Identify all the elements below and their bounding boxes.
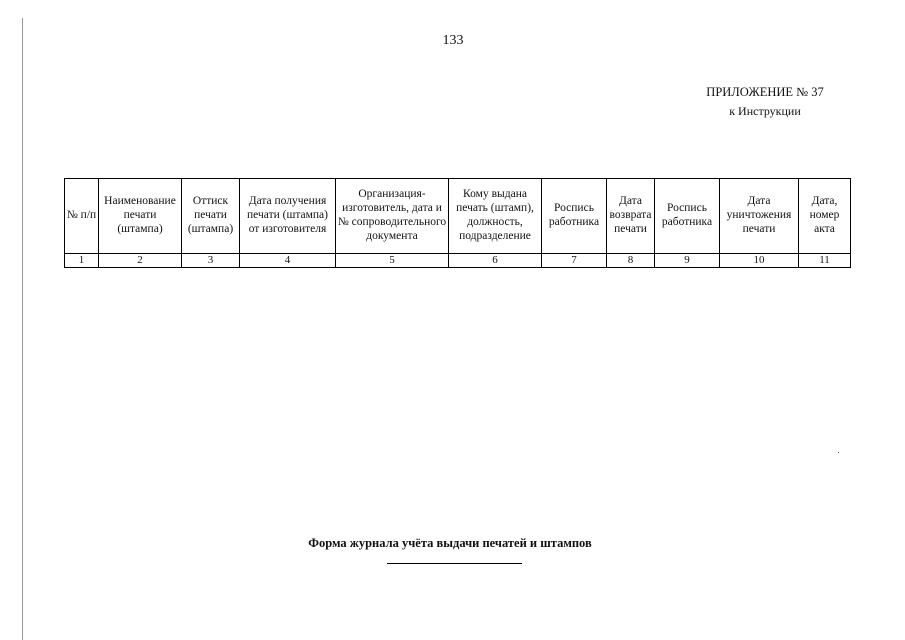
- col-header-employee-signature: Роспись работника: [542, 179, 607, 254]
- col-header-received-date: Дата получения печати (штампа) от изготовителя: [240, 179, 336, 254]
- column-number-cell: 3: [182, 254, 240, 268]
- column-number-cell: 2: [99, 254, 182, 268]
- col-header-employee-signature-2: Роспись работника: [655, 179, 720, 254]
- page-left-edge: [22, 18, 23, 640]
- table-row: [65, 254, 851, 268]
- column-number-cell: 9: [655, 254, 720, 268]
- col-header-return-date: Дата возврата печати: [607, 179, 655, 254]
- table-header-row: [65, 179, 851, 254]
- column-number-cell: 8: [607, 254, 655, 268]
- col-header-stamp-imprint: Оттиск печати (штампа): [182, 179, 240, 254]
- col-header-act-date-number: Дата, номер акта: [799, 179, 851, 254]
- appendix-subtitle: к Инструкции: [729, 104, 801, 118]
- scan-speck: [838, 452, 839, 453]
- column-number-cell: 5: [336, 254, 449, 268]
- col-header-manufacturer: Организация-изготовитель, дата и № сопроводительного документа: [336, 179, 449, 254]
- title-underline: [387, 563, 522, 564]
- form-title: Форма журнала учёта выдачи печатей и штампов: [308, 536, 592, 550]
- column-number-cell: 10: [720, 254, 799, 268]
- col-header-destruction-date: Дата уничтожения печати: [720, 179, 799, 254]
- journal-table: [64, 178, 851, 268]
- col-header-issued-to: Кому выдана печать (штамп), должность, подразделение: [449, 179, 542, 254]
- appendix-title: ПРИЛОЖЕНИЕ № 37: [706, 85, 824, 99]
- col-header-stamp-name: Наименование печати (штампа): [99, 179, 182, 254]
- col-header-number: № п/п: [65, 179, 99, 254]
- column-number-cell: 1: [65, 254, 99, 268]
- column-number-cell: 7: [542, 254, 607, 268]
- column-number-cell: 11: [799, 254, 851, 268]
- page-number: 133: [442, 33, 464, 48]
- column-number-cell: 6: [449, 254, 542, 268]
- column-number-cell: 4: [240, 254, 336, 268]
